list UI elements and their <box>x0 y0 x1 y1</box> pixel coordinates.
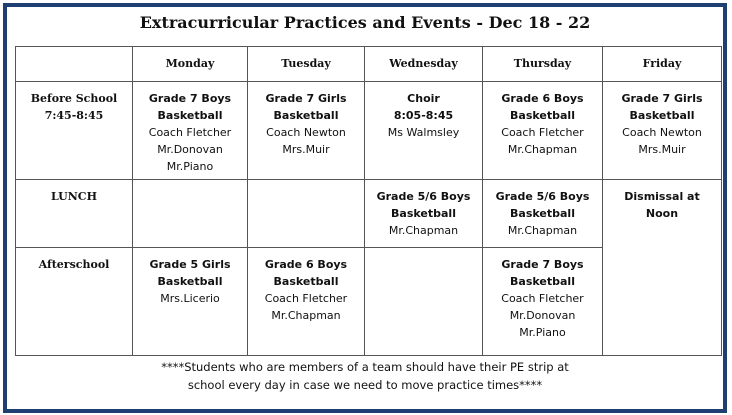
cell-before-tuesday <box>248 82 365 180</box>
coach-name: Coach Fletcher <box>148 126 232 139</box>
day-header-monday: Monday <box>133 47 248 82</box>
before-school-label: Before School <box>30 92 118 105</box>
row-label-before-school <box>16 82 133 180</box>
row-label-lunch: LUNCH <box>16 180 133 248</box>
sport-name: Basketball <box>157 275 223 288</box>
row-label-afterschool: Afterschool <box>16 248 133 356</box>
page-title: Extracurricular Practices and Events - Dec 18 - 22 <box>139 13 591 32</box>
cell-lunch-wednesday <box>365 180 483 248</box>
coach-name: Coach Newton <box>266 126 346 139</box>
schedule-table <box>15 46 722 356</box>
cell-lunch-tuesday <box>248 180 365 248</box>
coach-name: Mr.Piano <box>519 326 566 339</box>
before-school-row <box>16 82 722 180</box>
cell-before-thursday <box>483 82 603 180</box>
day-header-friday: Friday <box>603 47 722 82</box>
coach-name: Mr.Chapman <box>388 224 459 237</box>
sport-name: Basketball <box>273 109 339 122</box>
team-name: Grade 7 Boys <box>148 92 232 105</box>
day-header-tuesday: Tuesday <box>248 47 365 82</box>
note-line-2: school every day in case we need to move practice times**** <box>187 378 543 392</box>
team-name: Grade 7 Boys <box>501 258 584 271</box>
coach-name: Ms Walmsley <box>387 126 460 139</box>
team-name: Grade 5/6 Boys <box>376 190 471 203</box>
sport-name: Basketball <box>629 109 695 122</box>
cell-lunch-thursday <box>483 180 603 248</box>
team-name: Grade 6 Boys <box>501 92 584 105</box>
sport-name: Basketball <box>273 275 339 288</box>
event-name: Choir <box>407 92 440 105</box>
coach-name: Mr.Chapman <box>507 224 578 237</box>
cell-before-wednesday <box>365 82 483 180</box>
coach-name: Mrs.Muir <box>282 143 330 156</box>
coach-name: Coach Fletcher <box>501 292 584 305</box>
team-name: Grade 6 Boys <box>264 258 348 271</box>
schedule-frame <box>3 3 727 413</box>
team-name: Grade 5 Girls <box>149 258 231 271</box>
day-header-thursday: Thursday <box>483 47 603 82</box>
before-school-time: 7:45-8:45 <box>44 109 104 122</box>
sport-name: Basketball <box>510 109 575 122</box>
coach-name: Coach Fletcher <box>501 126 584 139</box>
coach-name: Coach Fletcher <box>264 292 348 305</box>
cell-before-monday <box>133 82 248 180</box>
day-header-wednesday: Wednesday <box>365 47 483 82</box>
team-name: Grade 7 Girls <box>265 92 347 105</box>
coach-name: Mrs.Licerio <box>160 292 220 305</box>
coach-name: Mrs.Muir <box>638 143 686 156</box>
sport-name: Basketball <box>510 275 575 288</box>
cell-after-thursday <box>483 248 603 356</box>
note-line-1: ****Students who are members of a team should have their PE strip at <box>161 360 569 374</box>
cell-after-monday <box>133 248 248 356</box>
coach-name: Mr.Chapman <box>271 309 341 322</box>
event-time: 8:05-8:45 <box>393 109 454 122</box>
cell-before-friday <box>603 82 722 180</box>
coach-name: Mr.Chapman <box>507 143 578 156</box>
sport-name: Basketball <box>157 109 223 122</box>
cell-friday-dismissal <box>603 180 722 356</box>
lunch-row <box>16 180 722 248</box>
team-name: Grade 7 Girls <box>621 92 703 105</box>
team-name: Grade 5/6 Boys <box>495 190 590 203</box>
sport-name: Basketball <box>391 207 456 220</box>
sport-name: Basketball <box>510 207 575 220</box>
cell-after-wednesday <box>365 248 483 356</box>
coach-name: Mr.Donovan <box>157 143 223 156</box>
header-row <box>16 47 722 82</box>
cell-after-tuesday <box>248 248 365 356</box>
footer-note <box>7 358 723 394</box>
cell-lunch-monday <box>133 180 248 248</box>
corner-cell <box>16 47 133 82</box>
coach-name: Coach Newton <box>622 126 702 139</box>
coach-name: Mr.Donovan <box>509 309 576 322</box>
coach-name: Mr.Piano <box>166 160 214 173</box>
dismissal-time: Noon <box>645 207 679 220</box>
dismissal-text: Dismissal at <box>624 190 700 203</box>
